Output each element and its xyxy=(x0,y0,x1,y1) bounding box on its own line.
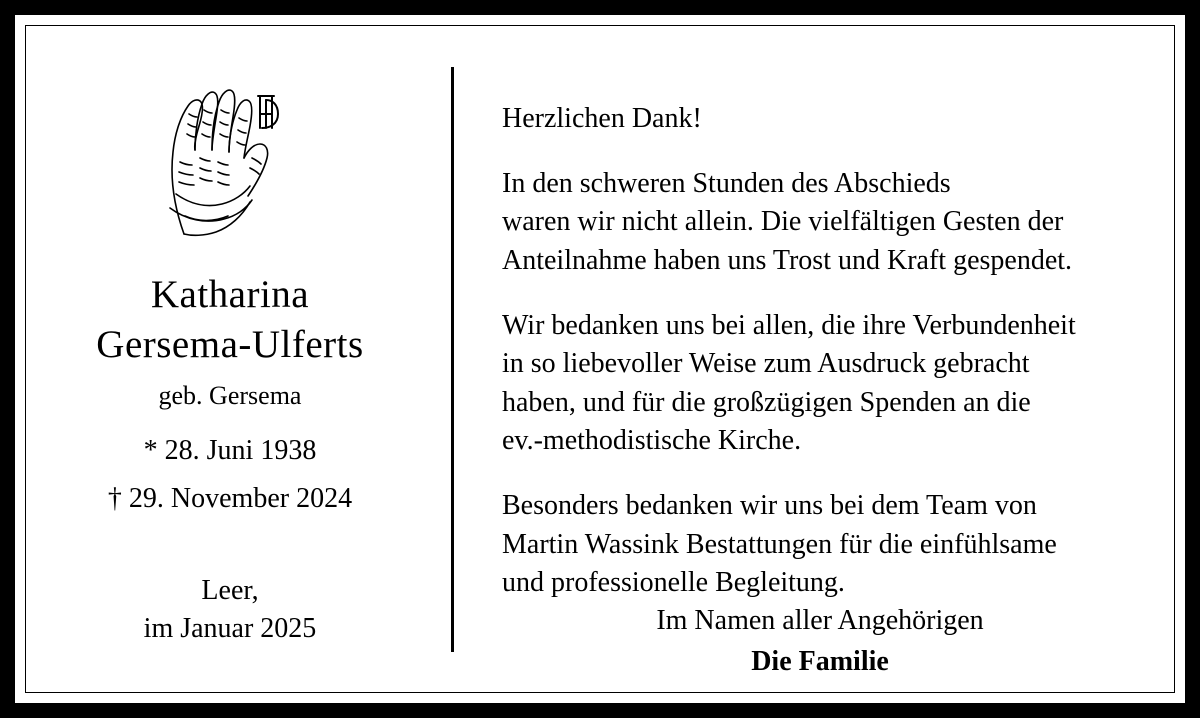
paragraph-1-line-3: Anteilnahme haben uns Trost und Kraft gespendet. xyxy=(502,244,1073,276)
signature-line-2: Die Familie xyxy=(751,645,889,677)
paragraph-2-line-3: haben, und für die großzügigen Spenden an die xyxy=(502,386,1031,418)
deceased-maiden-name: geb. Gersema xyxy=(158,381,302,411)
paragraph-3-line-1: Besonders bedanken wir uns bei dem Team von xyxy=(502,490,1037,521)
left-column xyxy=(26,26,434,692)
paragraph-1-line-1: In den schweren Stunden des Abschieds xyxy=(502,167,951,199)
place-line: Leer, xyxy=(201,574,259,606)
signature-block xyxy=(502,603,1146,697)
paragraph-3-line-2: Martin Wassink Bestattungen für die einfühlsame xyxy=(502,528,1057,560)
praying-hands-icon xyxy=(140,66,290,241)
deceased-name-line-2: Gersema-Ulferts xyxy=(96,322,364,366)
paragraph-3-line-3: und professionelle Begleitung. xyxy=(502,567,845,599)
signature-line-1: Im Namen aller Angehörigen xyxy=(656,604,984,636)
paragraph-3 xyxy=(502,487,1146,603)
paragraph-2-line-2: in so liebevoller Weise zum Ausdruck gebracht xyxy=(502,348,1030,380)
deceased-block xyxy=(96,271,363,516)
death-date: † 29. November 2024 xyxy=(107,483,353,515)
paragraph-1 xyxy=(502,165,1146,281)
paragraph-2-line-4: ev.-methodistische Kirche. xyxy=(502,425,802,457)
deceased-name-line-1: Katharina xyxy=(150,273,310,316)
paragraph-2-line-1: Wir bedanken uns bei allen, die ihre Verbundenheit xyxy=(502,309,1076,341)
right-column xyxy=(470,26,1174,692)
birth-date: * 28. Juni 1938 xyxy=(143,434,317,466)
paragraph-2 xyxy=(502,307,1146,462)
card-inner-border xyxy=(12,12,1188,706)
paragraph-1-line-2: waren wir nicht allein. Die vielfältigen Gesten der xyxy=(502,206,1064,238)
thanks-heading-line: Herzlichen Dank! xyxy=(502,103,702,134)
card-content xyxy=(25,25,1175,693)
place-and-date-block xyxy=(144,572,317,666)
thanks-heading xyxy=(502,100,1146,139)
vertical-divider-wrap xyxy=(434,26,470,692)
notice-date-line: im Januar 2025 xyxy=(143,612,317,644)
vertical-divider xyxy=(451,67,454,652)
